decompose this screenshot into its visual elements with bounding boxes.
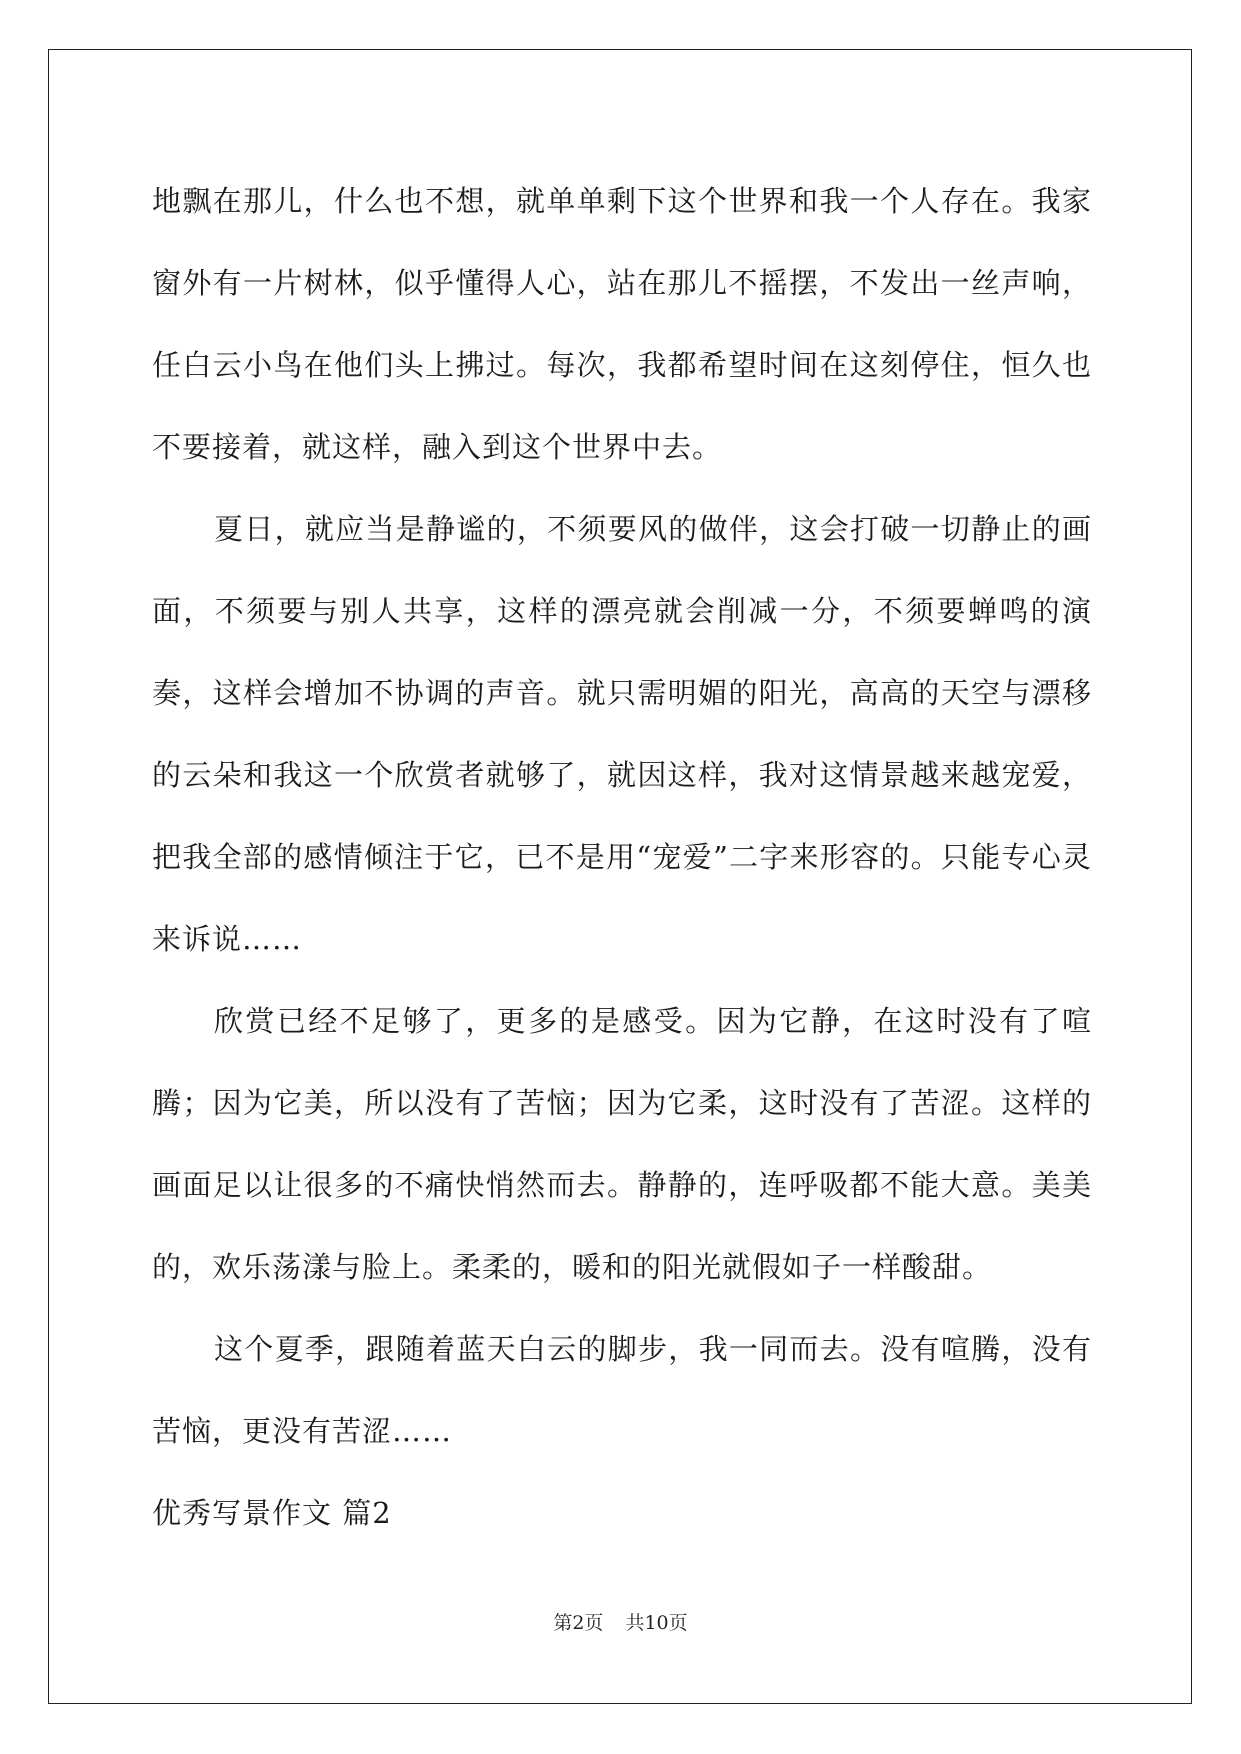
paragraph-summer-quiet: 夏日，就应当是静谧的，不须要风的做伴，这会打破一切静止的画面，不须要与别人共享，这样的漂亮就会削减一分，不须要蝉鸣的演奏，这样会增加不协调的声音。就只需明媚的阳光，高高的天空与漂移的云朵和我这一个欣赏者就够了，就因这样，我对这情景越来越宠爱，把我全部的感情倾注于它，已不是用“宠爱”二字来形容的。只能专心灵来诉说…… (152, 512, 1092, 956)
page-number: 第2页 (553, 1612, 604, 1634)
page-total: 共10页 (625, 1612, 688, 1634)
section-heading: 优秀写景作文 篇2 (152, 1496, 392, 1530)
page-footer (0, 1608, 1241, 1635)
paragraph-closing: 这个夏季，跟随着蓝天白云的脚步，我一同而去。没有喧腾，没有苦恼，更没有苦涩…… (152, 1332, 1092, 1448)
paragraph-continued: 地飘在那儿，什么也不想，就单单剩下这个世界和我一个人存在。我家窗外有一片树林，似乎懂得人心，站在那儿不摇摆，不发出一丝声响，任白云小鸟在他们头上拂过。每次，我都希望时间在这刻停住，恒久也不要接着，就这样，融入到这个世界中去。 (152, 184, 1092, 464)
document-body (152, 160, 1092, 1554)
paragraph-feeling: 欣赏已经不足够了，更多的是感受。因为它静，在这时没有了喧腾；因为它美，所以没有了苦恼；因为它柔，这时没有了苦涩。这样的画面足以让很多的不痛快悄然而去。静静的，连呼吸都不能大意。美美的，欢乐荡漾与脸上。柔柔的，暖和的阳光就假如子一样酸甜。 (152, 1004, 1092, 1284)
